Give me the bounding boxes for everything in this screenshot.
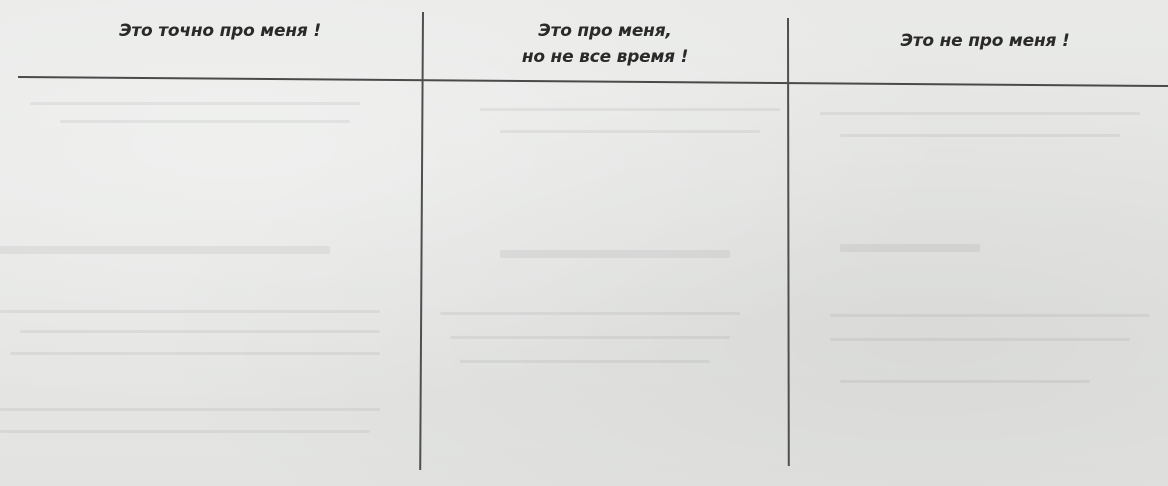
bleed-mark [0,310,380,313]
bleed-mark [0,246,330,254]
bleed-mark [840,244,980,252]
bleed-mark [840,380,1090,383]
bleed-mark [60,120,350,123]
header-divider-line [18,76,1168,87]
column-header-definitely-me [40,18,400,44]
column-header-line: Это про меня, [538,21,672,41]
bleed-mark [820,112,1140,115]
bleed-mark [480,108,780,111]
bleed-mark [440,312,740,315]
bleed-mark [20,330,380,333]
bleed-mark [830,314,1150,317]
column-divider-right [787,18,790,466]
bleed-mark [30,102,360,105]
column-header-line: но не все время ! [521,47,689,67]
column-header-sometimes-me [440,18,770,70]
bleed-mark [10,352,380,355]
bleed-mark [500,250,730,258]
column-header-not-me [810,28,1160,54]
bleed-mark [460,360,710,363]
bleed-mark [500,130,760,133]
bleed-mark [840,134,1120,137]
bleed-mark [0,430,370,433]
column-header-line: Это не про меня ! [900,31,1070,51]
column-header-line: Это точно про меня ! [119,21,321,41]
bleed-mark [0,408,380,411]
bleed-mark [450,336,730,339]
bleed-mark [830,338,1130,341]
